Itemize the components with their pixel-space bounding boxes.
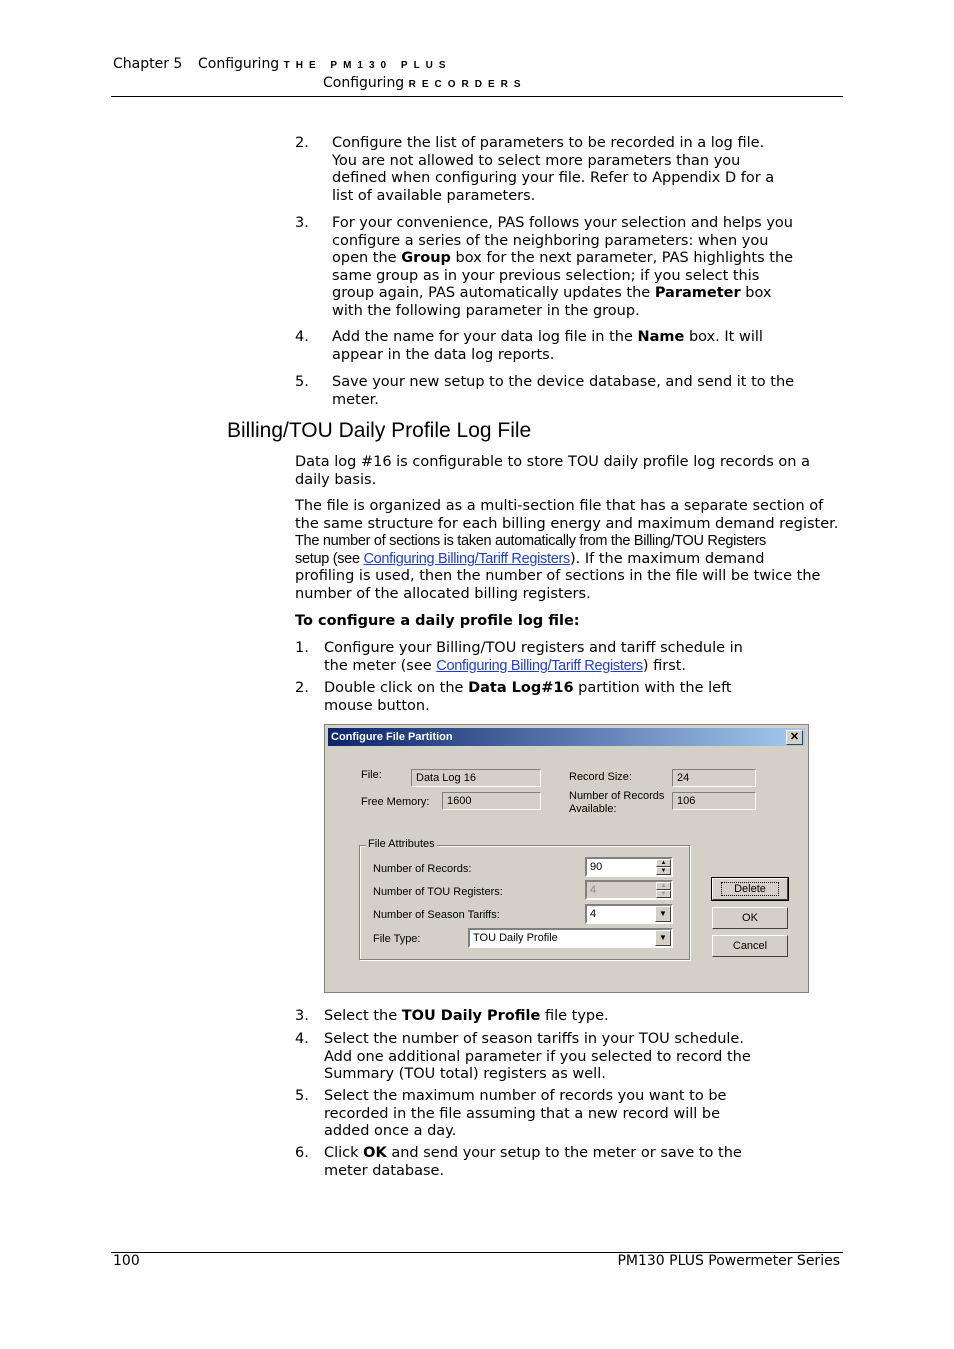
select-value: 4 <box>590 908 597 920</box>
step-text <box>324 1088 726 1141</box>
step-number: 5. <box>295 374 309 390</box>
dialog-title: Configure File Partition <box>331 731 453 743</box>
text: and send your setup to the meter or save to the <box>386 1145 742 1161</box>
number-of-records-spinner[interactable] <box>585 857 673 877</box>
number-of-tou-registers-label: Number of TOU Registers: <box>373 886 503 898</box>
text-line: Summary (TOU total) registers as well. <box>324 1066 606 1082</box>
paragraph <box>295 454 810 489</box>
text-line: meter. <box>332 391 379 408</box>
number-of-tou-registers-spinner <box>585 880 673 900</box>
step-number: 3. <box>295 1008 309 1024</box>
select-value: TOU Daily Profile <box>473 932 558 944</box>
delete-button-label: Delete <box>721 882 779 896</box>
bold-term: OK <box>363 1145 387 1161</box>
section-heading: Billing/TOU Daily Profile Log File <box>227 419 532 442</box>
paragraph <box>295 498 838 603</box>
text-line: number of the allocated billing registers. <box>295 585 591 602</box>
text: group again, PAS automatically updates the <box>332 285 655 301</box>
chevron-down-icon[interactable]: ▼ <box>655 906 671 922</box>
text: file type. <box>540 1008 609 1024</box>
text-line: the same structure for each billing energy and maximum demand register. <box>295 515 839 532</box>
text: box <box>740 285 772 301</box>
text-line: Select the maximum number of records you want to be <box>324 1088 727 1104</box>
chapter-label: Chapter 5 <box>113 56 183 72</box>
step-number: 6. <box>295 1145 309 1161</box>
text: Double click on the <box>324 680 469 696</box>
header-line2 <box>323 75 527 91</box>
text: setup (see <box>295 550 364 567</box>
text-line: Configure the list of parameters to be recorded in a log file. <box>332 135 765 151</box>
link-billing-registers[interactable]: Configuring Billing/Tariff Registers <box>436 657 643 674</box>
link-billing-registers[interactable]: Configuring Billing/Tariff Registers <box>363 550 570 567</box>
text-line: The file is organized as a multi-section file that has a separate section of <box>295 498 824 514</box>
text-line: For your convenience, PAS follows your selection and helps you <box>332 215 793 231</box>
bold-term: Parameter <box>654 285 741 301</box>
text-line <box>324 658 743 676</box>
configure-file-partition-dialog <box>324 724 809 993</box>
step-number: 3. <box>295 215 309 231</box>
file-attributes-title: File Attributes <box>368 838 435 850</box>
free-memory-field: 1600 <box>442 792 541 810</box>
text-line: Data log #16 is configurable to store TOU daily profile log records on a <box>295 454 810 470</box>
header-line2-caps: RECORDERS <box>408 79 527 90</box>
label-line: Number of Records <box>569 790 665 802</box>
file-label: File: <box>361 769 382 781</box>
step-number: 4. <box>295 329 309 345</box>
bold-term: Data Log#16 <box>468 680 574 696</box>
text-line <box>332 250 793 268</box>
file-field: Data Log 16 <box>411 769 541 787</box>
record-size-label: Record Size: <box>569 771 632 783</box>
text-line <box>324 680 732 698</box>
text: Select the <box>324 1008 402 1024</box>
text-line <box>332 329 763 347</box>
text-line: profiling is used, then the number of sections in the file will be twice the <box>295 568 821 584</box>
text-line: The number of sections is taken automatically from the Billing/TOU Registers <box>295 533 766 549</box>
bold-term: Name <box>637 329 685 345</box>
text-line <box>332 285 793 303</box>
product-name: PM130 PLUS Powermeter Series <box>617 1253 840 1269</box>
spinner-arrows[interactable] <box>656 859 671 875</box>
text-line: Configure your Billing/TOU registers and tariff schedule in <box>324 640 743 656</box>
procedure-title: To configure a daily profile log file: <box>295 613 580 629</box>
spinner-value: 90 <box>590 861 603 873</box>
text: box for the next parameter, PAS highlights the <box>450 250 794 266</box>
text-line <box>295 551 838 569</box>
spin-down-icon: ▼ <box>656 890 671 898</box>
text-line: mouse button. <box>324 697 430 714</box>
step-text <box>324 640 743 675</box>
file-type-select[interactable] <box>468 928 673 948</box>
header-line1 <box>198 56 452 72</box>
text-line <box>324 1008 609 1026</box>
text-line: with the following parameter in the group. <box>332 302 640 319</box>
spinner-value: 4 <box>590 884 597 896</box>
spin-down-icon[interactable]: ▼ <box>656 867 671 875</box>
ok-button[interactable]: OK <box>712 907 788 929</box>
step-text <box>324 680 732 715</box>
record-size-field: 24 <box>672 769 756 787</box>
step-text <box>324 1145 742 1180</box>
step-text <box>324 1008 609 1026</box>
step-number: 1. <box>295 640 309 656</box>
text-line: Save your new setup to the device database, and send it to the <box>332 374 795 390</box>
text-line: meter database. <box>324 1162 445 1179</box>
step-text <box>332 374 794 409</box>
close-icon[interactable]: ✕ <box>786 730 803 745</box>
spin-up-icon[interactable]: ▲ <box>656 859 671 867</box>
number-of-records-label: Number of Records: <box>373 863 472 875</box>
header-line1-prefix: Configuring <box>198 56 280 72</box>
text-line: recorded in the file assuming that a new record will be <box>324 1105 721 1122</box>
bold-term: Group <box>401 250 451 266</box>
records-available-label <box>569 790 664 816</box>
spinner-arrows <box>656 882 671 898</box>
bold-term: TOU Daily Profile <box>401 1008 541 1024</box>
text-line: defined when configuring your file. Refer to Appendix D for a <box>332 170 775 186</box>
text: box. It will <box>684 329 763 345</box>
records-available-field: 106 <box>672 792 756 810</box>
text: Click <box>324 1145 364 1161</box>
step-text <box>332 329 763 364</box>
header-line2-prefix: Configuring <box>323 75 405 91</box>
label-line: Available: <box>569 803 617 815</box>
text: partition with the left <box>573 680 732 696</box>
text-line: list of available parameters. <box>332 187 536 204</box>
step-number: 5. <box>295 1088 309 1104</box>
step-number: 2. <box>295 680 309 696</box>
page-number: 100 <box>113 1253 140 1269</box>
text-line <box>324 1145 742 1163</box>
chevron-down-icon[interactable]: ▼ <box>655 930 671 946</box>
step-number: 4. <box>295 1031 309 1047</box>
header-rule <box>111 96 843 97</box>
text-line: Select the number of season tariffs in your TOU schedule. <box>324 1031 744 1047</box>
step-text <box>332 215 793 320</box>
text-line: appear in the data log reports. <box>332 346 555 363</box>
text: ). If the maximum demand <box>569 550 765 567</box>
step-text <box>324 1031 751 1084</box>
file-type-label: File Type: <box>373 933 421 945</box>
dialog-titlebar <box>328 728 805 746</box>
delete-button[interactable] <box>712 878 788 900</box>
text: ) first. <box>642 657 687 674</box>
cancel-button[interactable]: Cancel <box>712 935 788 957</box>
text: Add the name for your data log file in the <box>332 329 638 345</box>
step-number: 2. <box>295 135 309 151</box>
text-line: Add one additional parameter if you selected to record the <box>324 1048 751 1065</box>
season-tariffs-select[interactable] <box>585 904 673 924</box>
text: the meter (see <box>324 657 437 674</box>
text-line: daily basis. <box>295 471 377 488</box>
header-line1-caps: THE PM130 PLUS <box>283 60 452 71</box>
step-text <box>332 135 774 205</box>
spin-up-icon: ▲ <box>656 882 671 890</box>
text-line: added once a day. <box>324 1123 457 1139</box>
text-line: You are not allowed to select more parameters than you <box>332 152 741 169</box>
text-line: configure a series of the neighboring parameters: when you <box>332 232 769 249</box>
text-line: same group as in your previous selection; if you select this <box>332 267 760 284</box>
number-of-season-tariffs-label: Number of Season Tariffs: <box>373 909 500 921</box>
text: open the <box>332 250 402 266</box>
free-memory-label: Free Memory: <box>361 796 430 808</box>
